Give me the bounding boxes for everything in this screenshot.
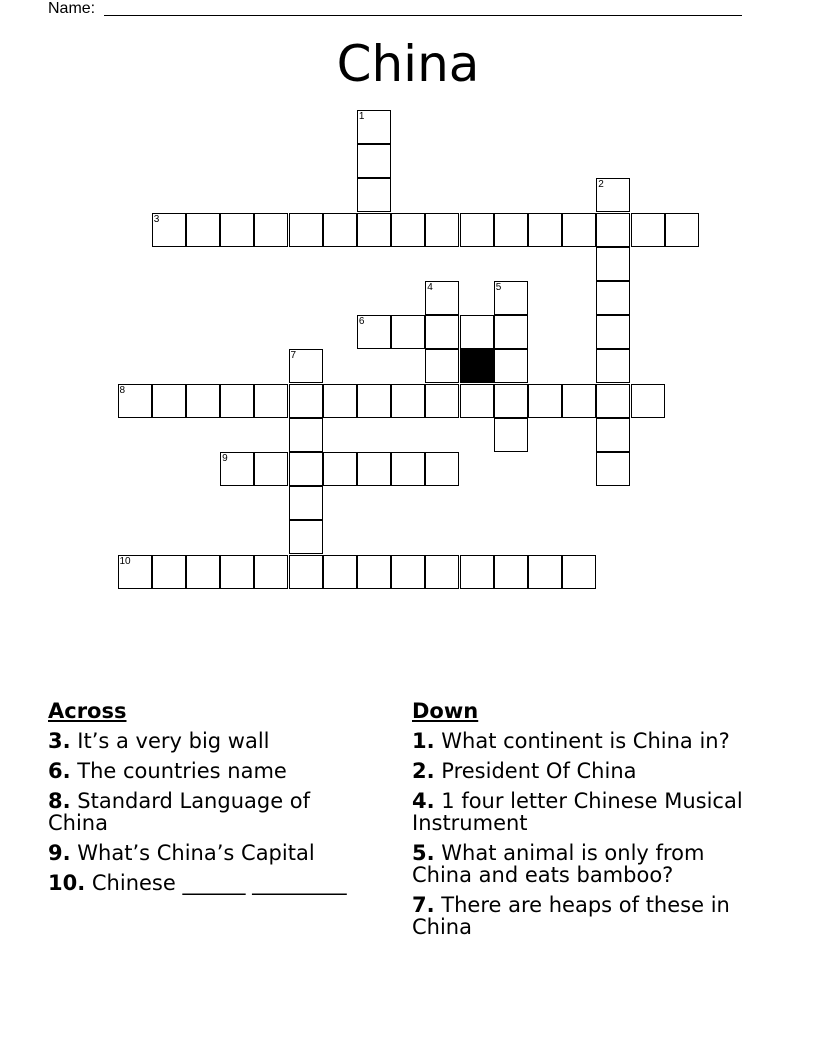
grid-cell[interactable]	[357, 452, 391, 486]
grid-cell[interactable]	[254, 452, 288, 486]
across-clue	[48, 790, 368, 834]
grid-cell[interactable]	[460, 213, 494, 247]
grid-cell[interactable]	[631, 384, 665, 418]
clue-text: It’s a very big wall	[77, 729, 270, 753]
grid-cell[interactable]	[186, 213, 220, 247]
page-title: China	[336, 35, 480, 93]
grid-cell[interactable]	[494, 281, 528, 315]
clue-number-label: 6	[358, 316, 365, 328]
grid-cell[interactable]	[323, 384, 357, 418]
grid-cell[interactable]	[323, 452, 357, 486]
clue-number-label: 1	[358, 111, 365, 122]
grid-cell[interactable]	[357, 110, 391, 144]
grid-cell[interactable]	[596, 452, 630, 486]
grid-cell[interactable]	[494, 315, 528, 349]
grid-cell[interactable]	[220, 213, 254, 247]
clue-number: 4.	[412, 789, 435, 813]
grid-cell[interactable]	[323, 213, 357, 247]
clue-number: 8.	[48, 789, 71, 813]
grid-cell[interactable]	[220, 384, 254, 418]
grid-cell[interactable]	[289, 486, 323, 520]
grid-cell[interactable]	[391, 213, 425, 247]
grid-cell[interactable]	[425, 349, 459, 383]
clue-number-label: 9	[222, 453, 228, 464]
clue-number-label: 5	[495, 282, 502, 293]
grid-cell[interactable]	[357, 555, 391, 589]
down-heading: Down	[412, 699, 479, 723]
grid-cell[interactable]	[254, 555, 288, 589]
grid-cell[interactable]	[596, 178, 630, 212]
grid-cell[interactable]	[596, 281, 630, 315]
grid-cell[interactable]	[220, 555, 254, 589]
grid-cell[interactable]	[152, 213, 186, 247]
clue-number-label: 2	[598, 179, 604, 191]
clue-number-label: 3	[153, 213, 160, 225]
clue-text: What continent is China in?	[441, 729, 730, 753]
down-clue	[412, 842, 752, 886]
clue-text: What’s China’s Capital	[77, 841, 315, 865]
across-clue	[48, 730, 368, 752]
grid-cell[interactable]	[357, 178, 391, 212]
black-square	[460, 349, 494, 383]
grid-cell[interactable]	[391, 555, 425, 589]
clue-number: 6.	[48, 759, 71, 783]
grid-cell[interactable]	[425, 384, 459, 418]
grid-cell[interactable]	[494, 213, 528, 247]
grid-cell[interactable]	[425, 555, 459, 589]
grid-cell[interactable]	[596, 349, 630, 383]
grid-cell[interactable]	[528, 384, 562, 418]
clue-text: Standard Language of China	[48, 789, 311, 835]
grid-cell[interactable]	[254, 384, 288, 418]
grid-cell[interactable]	[289, 384, 323, 418]
clue-number: 10.	[48, 871, 86, 895]
grid-cell[interactable]	[528, 213, 562, 247]
across-heading: Across	[48, 699, 127, 723]
clue-text: There are heaps of these in China	[412, 893, 730, 939]
clue-number-label: 10	[119, 555, 131, 567]
clue-number-label: 7	[290, 350, 297, 362]
grid-cell[interactable]	[254, 213, 288, 247]
grid-cell[interactable]	[357, 213, 391, 247]
clue-text: President Of China	[441, 759, 637, 783]
grid-cell[interactable]	[391, 315, 425, 349]
grid-cell[interactable]	[391, 384, 425, 418]
grid-cell[interactable]	[596, 384, 630, 418]
clue-number: 7.	[412, 893, 435, 917]
grid-cell[interactable]	[562, 213, 596, 247]
clue-number: 2.	[412, 759, 435, 783]
across-clues	[48, 700, 368, 902]
grid-cell[interactable]	[289, 452, 323, 486]
name-label: Name:	[48, 0, 96, 17]
clue-number-label: 4	[427, 282, 433, 293]
grid-cell[interactable]	[425, 213, 459, 247]
grid-cell[interactable]	[596, 213, 630, 247]
grid-cell[interactable]	[357, 384, 391, 418]
clue-text: What animal is only from China and eats bamboo?	[412, 841, 705, 887]
grid-cell[interactable]	[494, 555, 528, 589]
grid-cell[interactable]	[631, 213, 665, 247]
grid-cell[interactable]	[425, 452, 459, 486]
grid-cell[interactable]	[596, 418, 630, 452]
clue-number-label: 8	[119, 384, 126, 396]
clue-text: Chinese ______ _________	[91, 871, 347, 895]
grid-cell[interactable]	[152, 555, 186, 589]
grid-cell[interactable]	[357, 315, 391, 349]
grid-cell[interactable]	[357, 144, 391, 178]
grid-cell[interactable]	[186, 555, 220, 589]
clue-text: 1 four letter Chinese Musical Instrument	[412, 789, 743, 835]
grid-cell[interactable]	[494, 384, 528, 418]
grid-cell[interactable]	[460, 555, 494, 589]
grid-cell[interactable]	[596, 315, 630, 349]
down-clue	[412, 760, 752, 782]
clue-text: The countries name	[77, 759, 287, 783]
grid-cell[interactable]	[425, 315, 459, 349]
grid-cell[interactable]	[528, 555, 562, 589]
grid-cell[interactable]	[152, 384, 186, 418]
grid-cell[interactable]	[220, 452, 254, 486]
grid-cell[interactable]	[425, 281, 459, 315]
grid-cell[interactable]	[289, 418, 323, 452]
grid-cell[interactable]	[289, 555, 323, 589]
clue-number: 5.	[412, 841, 435, 865]
grid-cell[interactable]	[460, 315, 494, 349]
grid-cell[interactable]	[323, 555, 357, 589]
grid-cell[interactable]	[665, 213, 699, 247]
grid-cell[interactable]	[494, 418, 528, 452]
clue-number: 3.	[48, 729, 71, 753]
grid-cell[interactable]	[289, 349, 323, 383]
grid-cell[interactable]	[118, 384, 152, 418]
grid-cell[interactable]	[391, 452, 425, 486]
grid-cell[interactable]	[289, 213, 323, 247]
down-clues	[412, 700, 752, 946]
grid-cell[interactable]	[562, 555, 596, 589]
grid-cell[interactable]	[289, 520, 323, 554]
grid-cell[interactable]	[118, 555, 152, 589]
across-clue	[48, 760, 368, 782]
down-clue	[412, 894, 752, 938]
grid-cell[interactable]	[494, 349, 528, 383]
across-clue	[48, 872, 368, 894]
grid-cell[interactable]	[562, 384, 596, 418]
clue-number: 9.	[48, 841, 71, 865]
clue-number: 1.	[412, 729, 435, 753]
grid-cell[interactable]	[596, 247, 630, 281]
grid-cell[interactable]	[186, 384, 220, 418]
down-clue	[412, 790, 752, 834]
across-clue	[48, 842, 368, 864]
down-clue	[412, 730, 752, 752]
grid-cell[interactable]	[460, 384, 494, 418]
